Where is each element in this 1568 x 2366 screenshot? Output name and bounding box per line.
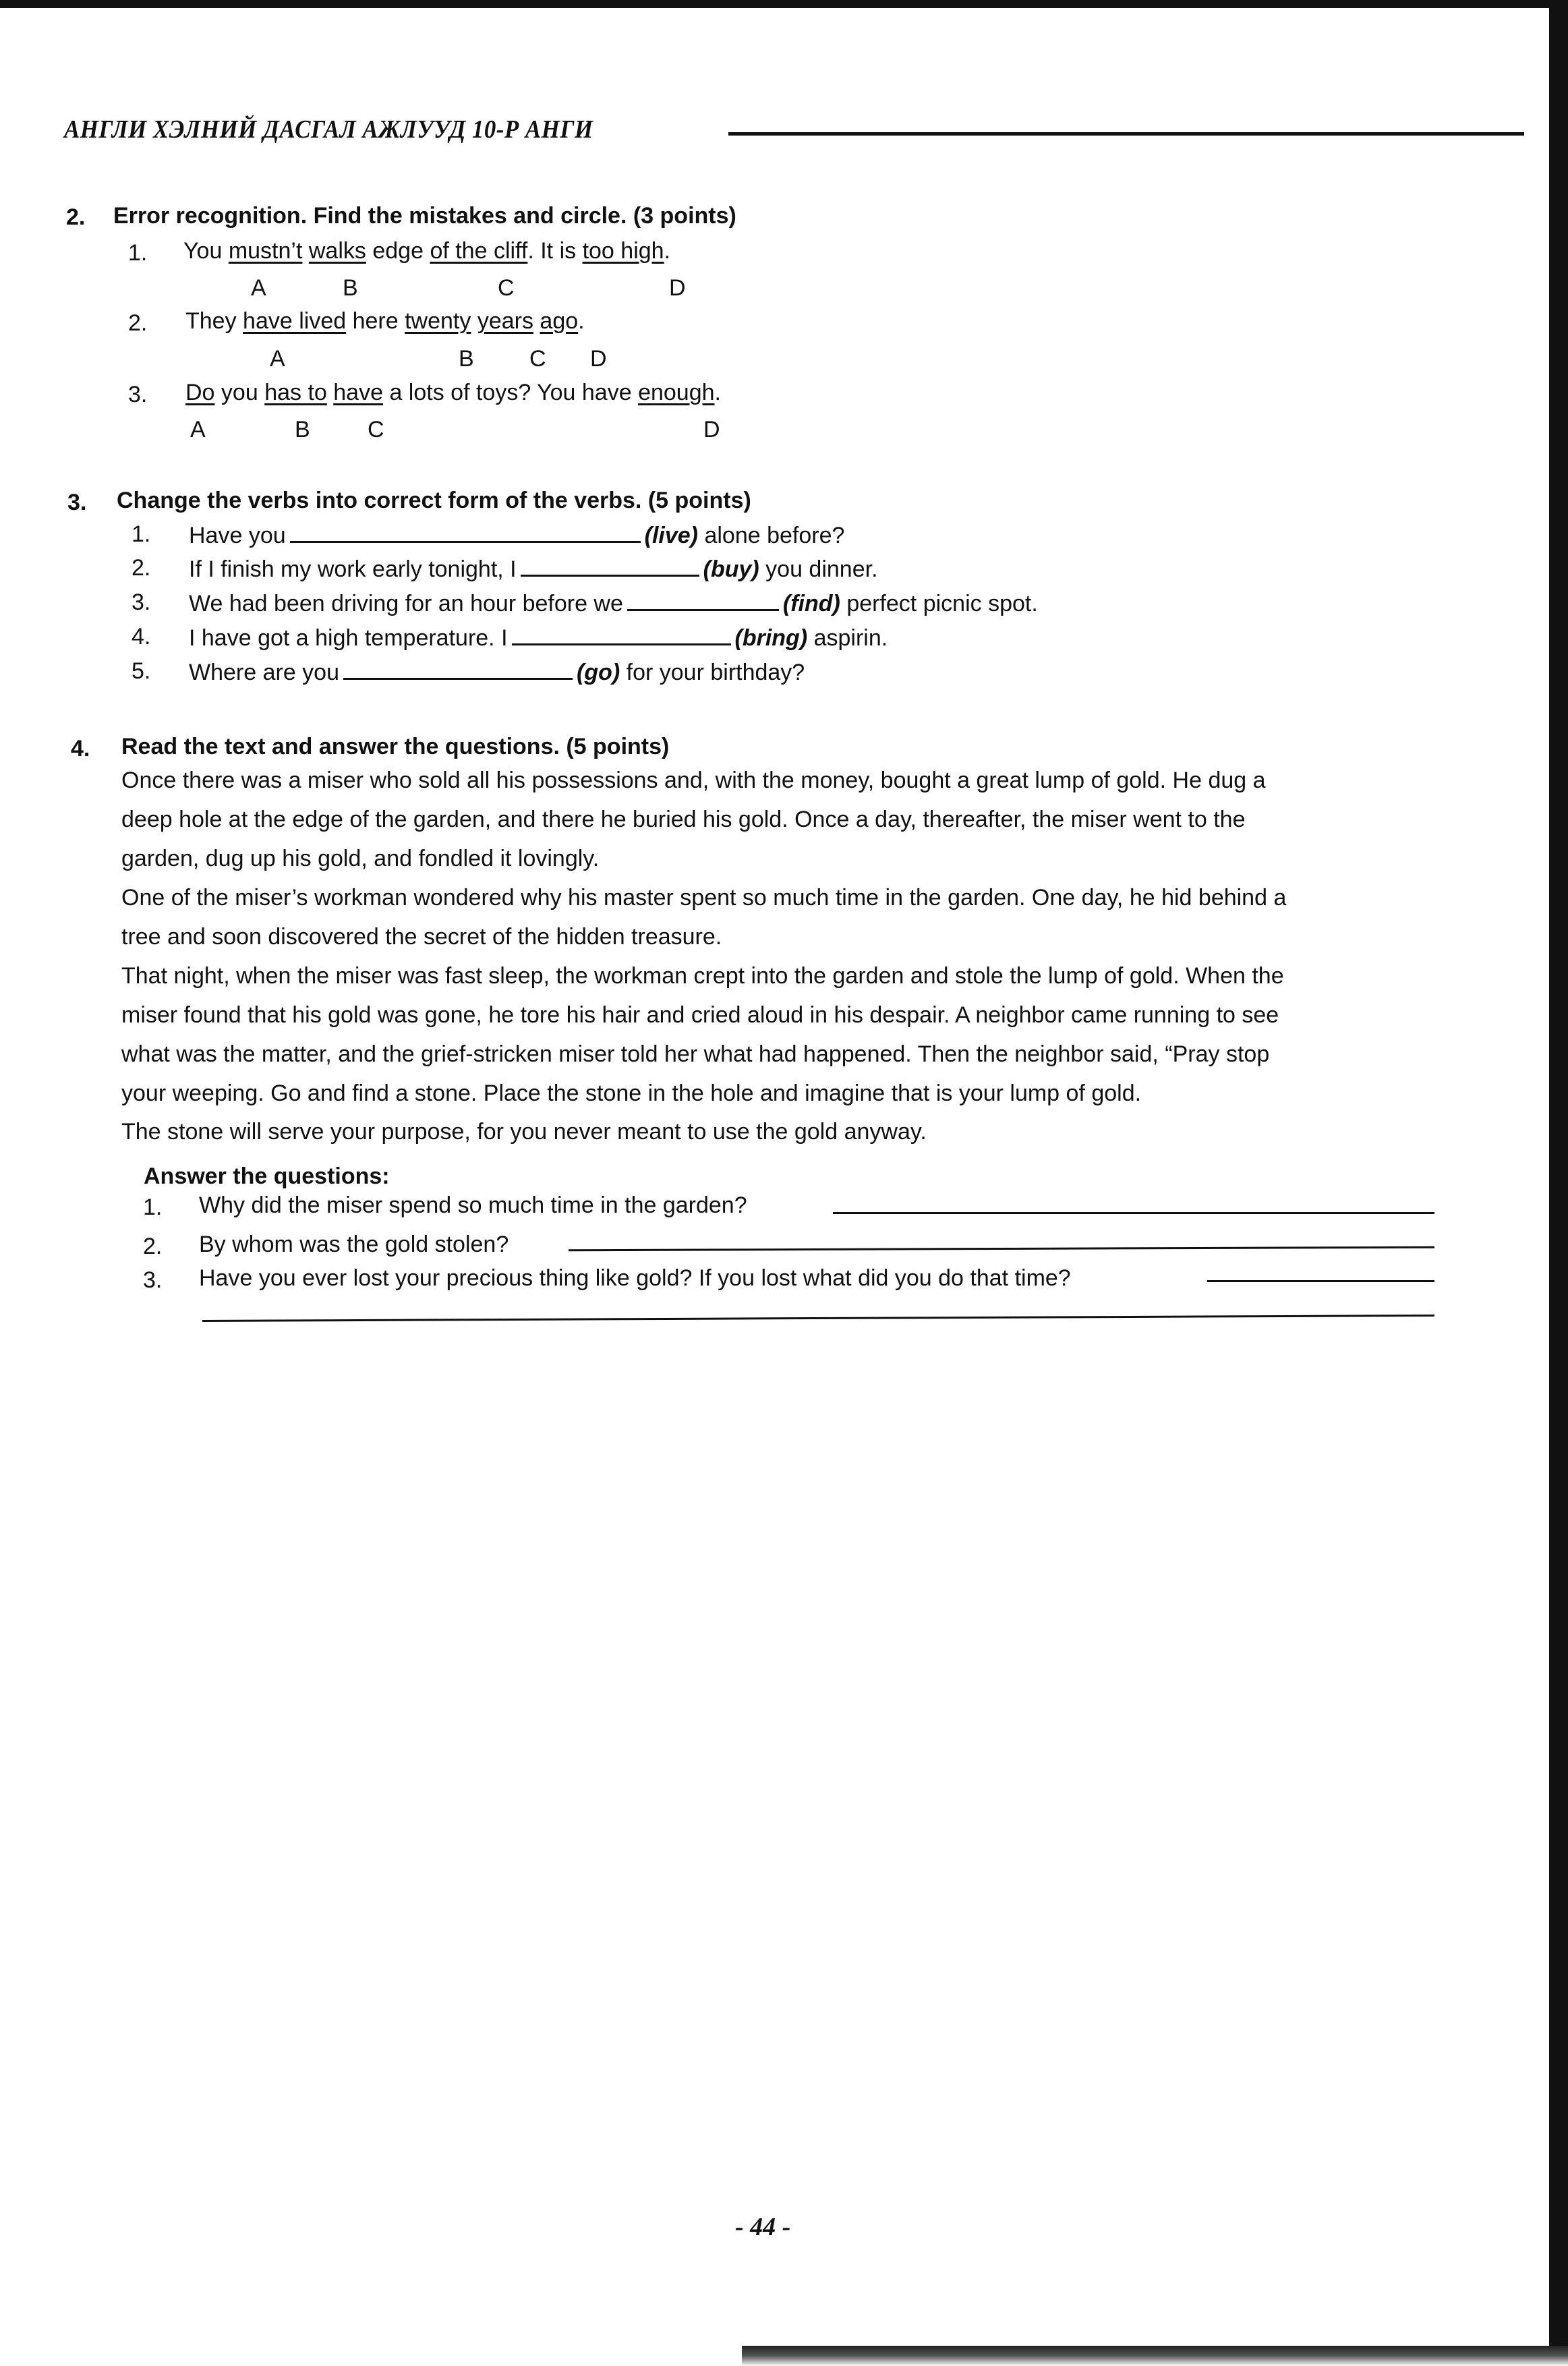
option-letter: D	[669, 275, 686, 301]
item-text: for your birthday?	[626, 660, 805, 685]
option-letter: C	[529, 346, 546, 372]
sentence-text: You	[183, 238, 229, 264]
sentence-text: .	[664, 238, 671, 264]
option-b-underlined[interactable]: walks	[308, 238, 366, 264]
sentence-text: .	[714, 380, 721, 405]
sentence-text: They	[185, 308, 243, 334]
option-letter: B	[459, 346, 474, 372]
option-a-underlined[interactable]: have lived	[243, 308, 347, 334]
option-letter: A	[251, 275, 266, 301]
item-text: We had been driving for an hour before we	[189, 591, 623, 616]
questions-heading: Answer the questions:	[144, 1163, 390, 1189]
option-c-underlined[interactable]: of the cliff	[430, 238, 528, 264]
option-b-underlined[interactable]: has to	[264, 380, 327, 405]
answer-blank[interactable]	[290, 521, 641, 543]
passage-line: That night, when the miser was fast sleep, the workman crept into the garden and stole the lump of gold. When the	[121, 963, 1284, 989]
sentence-text: .	[578, 308, 585, 334]
passage-line: tree and soon discovered the secret of the hidden treasure.	[121, 924, 722, 950]
option-letter: D	[590, 346, 607, 372]
answer-blank[interactable]	[512, 623, 731, 645]
item-number: 2.	[128, 310, 148, 336]
sentence-text: . It is	[527, 238, 583, 264]
section-number: 3.	[67, 490, 87, 515]
option-d-underlined[interactable]: ago	[540, 308, 579, 334]
header-title: АНГЛИ ХЭЛНИЙ ДАСГАЛ АЖЛУУД 10-Р АНГИ	[64, 115, 593, 144]
item-number: 4.	[132, 624, 151, 650]
sentence-text	[471, 308, 477, 334]
sentence-text	[302, 238, 308, 264]
option-letter: B	[295, 417, 310, 442]
scan-border-bottom	[742, 2346, 1568, 2366]
passage-line: your weeping. Go and find a stone. Place the stone in the hole and imagine that is your lump of gold.	[121, 1080, 1142, 1106]
sentence-text	[533, 308, 540, 334]
answer-blank[interactable]	[343, 658, 573, 680]
option-letter: A	[190, 417, 206, 442]
header-rule	[728, 132, 1524, 136]
item-text: I have got a high temperature. I	[189, 625, 508, 651]
question-number: 3.	[143, 1267, 163, 1293]
verb-hint: (bring)	[734, 625, 808, 651]
section-title: Read the text and answer the questions. (5 points)	[121, 734, 670, 759]
sentence-text	[327, 380, 333, 405]
question-text: By whom was the gold stolen?	[199, 1232, 509, 1257]
passage-line: what was the matter, and the grief-stricken miser told her what had happened. Then the neighbor said, “Pray stop	[121, 1041, 1270, 1067]
error-item-sentence	[183, 239, 670, 262]
option-c-underlined[interactable]: have	[333, 380, 383, 405]
answer-line[interactable]	[833, 1212, 1434, 1214]
verb-item	[189, 589, 1038, 615]
verb-item	[189, 554, 878, 581]
item-number: 1.	[128, 240, 148, 266]
item-text: you dinner.	[765, 556, 878, 582]
item-number: 3.	[128, 382, 148, 407]
verb-item	[189, 658, 805, 684]
item-number: 2.	[132, 555, 151, 581]
option-d-underlined[interactable]: enough	[638, 380, 715, 405]
verb-item	[189, 623, 888, 650]
option-letter: C	[498, 275, 515, 301]
error-item-sentence	[185, 381, 721, 404]
option-a-underlined[interactable]: mustn’t	[228, 238, 303, 264]
question-number: 1.	[143, 1194, 163, 1220]
question-text: Why did the miser spend so much time in the garden?	[199, 1192, 747, 1218]
answer-line[interactable]	[202, 1315, 1434, 1322]
passage-line: One of the miser’s workman wondered why his master spent so much time in the garden. One day, he hid behind a	[121, 885, 1287, 911]
answer-line[interactable]	[1207, 1280, 1434, 1282]
passage-line: Once there was a miser who sold all his possessions and, with the money, bought a great lump of gold. He dug a	[121, 768, 1266, 793]
section-number: 4.	[71, 736, 90, 761]
sentence-text: a lots of toys? You have	[383, 380, 639, 405]
option-c-underlined[interactable]: years	[477, 308, 533, 334]
item-text: Have you	[189, 523, 286, 548]
option-d-underlined[interactable]: too high	[582, 238, 664, 264]
page-header	[64, 115, 1460, 155]
passage-line: The stone will serve your purpose, for you never meant to use the gold anyway.	[121, 1119, 927, 1145]
question-text: Have you ever lost your precious thing like gold? If you lost what did you do that time?	[199, 1265, 1071, 1291]
section-title: Error recognition. Find the mistakes and circle. (3 points)	[113, 203, 736, 229]
item-text: alone before?	[704, 523, 845, 548]
answer-blank[interactable]	[521, 554, 699, 577]
answer-blank[interactable]	[627, 589, 779, 611]
item-text: aspirin.	[813, 625, 888, 651]
verb-hint: (go)	[577, 660, 620, 685]
option-letter: B	[343, 275, 358, 301]
item-text: Where are you	[189, 660, 339, 685]
option-letter: D	[703, 417, 720, 442]
item-number: 3.	[132, 589, 151, 615]
option-letter: A	[270, 346, 285, 372]
question-number: 2.	[143, 1234, 163, 1259]
scan-border-right	[1549, 0, 1568, 2366]
page-number: - 44 -	[735, 2213, 791, 2241]
option-a-underlined[interactable]: Do	[185, 380, 215, 405]
item-text: perfect picnic spot.	[846, 591, 1038, 616]
option-letter: C	[368, 417, 384, 442]
section-number: 2.	[66, 204, 86, 230]
error-item-sentence	[185, 310, 585, 333]
section-title: Change the verbs into correct form of the verbs. (5 points)	[117, 488, 751, 513]
verb-item	[189, 521, 844, 547]
sentence-text: here	[346, 308, 405, 334]
scan-border-top	[0, 0, 1568, 8]
option-b-underlined[interactable]: twenty	[405, 308, 471, 334]
passage-line: miser found that his gold was gone, he tore his hair and cried aloud in his despair. A neighbor came running to see	[121, 1002, 1279, 1028]
passage-line: deep hole at the edge of the garden, and there he buried his gold. Once a day, thereafter, the miser went to the	[121, 807, 1246, 832]
passage-line: garden, dug up his gold, and fondled it lovingly.	[121, 846, 600, 871]
verb-hint: (live)	[644, 523, 698, 548]
item-number: 1.	[132, 521, 151, 547]
sentence-text: you	[214, 380, 265, 405]
item-number: 5.	[132, 658, 151, 684]
verb-hint: (find)	[782, 591, 840, 616]
answer-line[interactable]	[569, 1246, 1434, 1251]
item-text: If I finish my work early tonight, I	[189, 556, 517, 582]
reading-passage	[121, 761, 1436, 1151]
sentence-text: edge	[366, 238, 430, 264]
verb-hint: (buy)	[703, 556, 759, 582]
